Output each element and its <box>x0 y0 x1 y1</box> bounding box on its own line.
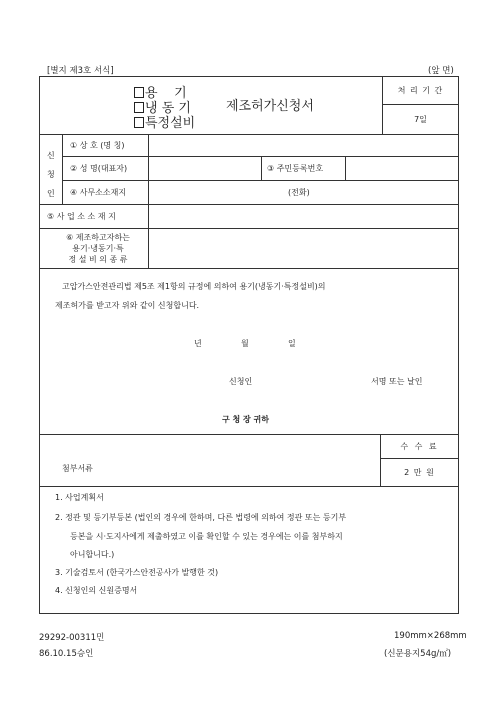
title-item-container: 용 기 <box>145 86 187 101</box>
title-item-special-equipment: 특정설비 <box>145 116 196 131</box>
page-side: (앞 면) <box>428 66 454 76</box>
form-title: 제조허가신청서 <box>226 99 314 114</box>
attachment-item: 등본을 시·도지사에게 제출하였고 이를 확인할 수 있는 경우에는 이를 첨부하지 <box>70 532 343 541</box>
recipient: 구 청 장 귀하 <box>222 415 269 424</box>
attachment-item: 1. 사업계획서 <box>55 493 104 502</box>
fee-label: 수 수 료 <box>400 442 439 451</box>
date-month: 월 <box>241 339 249 348</box>
trade-name-label: ① 상 호 (명 칭) <box>70 141 125 150</box>
attachment-item: 3. 기술검토서 (한국가스안전공사가 발행한 것) <box>55 568 219 577</box>
attachment-item: 4. 신청인의 신원증명서 <box>55 586 138 595</box>
resident-number-label: ③ 주민등록번호 <box>267 164 324 173</box>
form-code: 29292-00311민 <box>39 633 105 643</box>
applicant-group-label: 신 청 인 <box>47 151 55 198</box>
representative-label: ② 성 명(대표자) <box>70 164 128 173</box>
applicant-signature-field[interactable] <box>262 372 362 388</box>
processing-time-value: 7일 <box>414 115 427 124</box>
statement-line-2: 제조허가를 받고자 위와 같이 신청합니다. <box>55 301 200 310</box>
title-item-refrigerator: 냉 동 기 <box>145 101 191 116</box>
fee-value: 2 만 원 <box>404 468 435 477</box>
trade-name-field[interactable] <box>150 136 456 154</box>
attachment-item: 아니합니다.) <box>70 550 115 559</box>
checkbox-icon <box>134 87 144 98</box>
business-location-field[interactable] <box>150 206 456 226</box>
resident-number-field[interactable] <box>347 158 457 178</box>
approval-date: 86.10.15승인 <box>39 649 94 659</box>
statement-line-1: 고압가스안전관리법 제5조 제1항의 규정에 의하여 용기(냉동기·특정설비)의 <box>62 282 326 291</box>
checkbox-icon <box>134 102 144 113</box>
representative-field[interactable] <box>150 158 258 178</box>
checkbox-icon <box>134 117 144 128</box>
paper-spec: (신문용지54g/㎡) <box>384 649 452 659</box>
attachments-title: 첨부서류 <box>62 464 93 473</box>
date-year: 년 <box>194 339 202 348</box>
equipment-type-label: ⑥ 제조하고자하는 용기·냉동기·특 정 설 비 의 종 류 <box>66 233 130 264</box>
date-day: 일 <box>288 339 296 348</box>
equipment-type-field[interactable] <box>150 230 456 266</box>
form-number: [별지 제3호 서식] <box>47 66 114 76</box>
title-items <box>134 86 195 131</box>
signature-label: 서명 또는 날인 <box>371 377 423 386</box>
business-location-label: ⑤ 사 업 소 소 재 지 <box>47 212 116 221</box>
office-address-label: ④ 사무소소재지 <box>70 188 127 197</box>
phone-label: (전화) <box>288 188 310 197</box>
processing-time-label: 처 리 기 간 <box>397 86 444 95</box>
attachment-item: 2. 정관 및 등기부등본 (법인의 경우에 한하며, 다른 법령에 의하여 정관 또는 등기부 <box>55 513 347 522</box>
applicant-sign-label: 신청인 <box>229 377 253 386</box>
paper-size: 190mm×268mm <box>394 631 467 641</box>
